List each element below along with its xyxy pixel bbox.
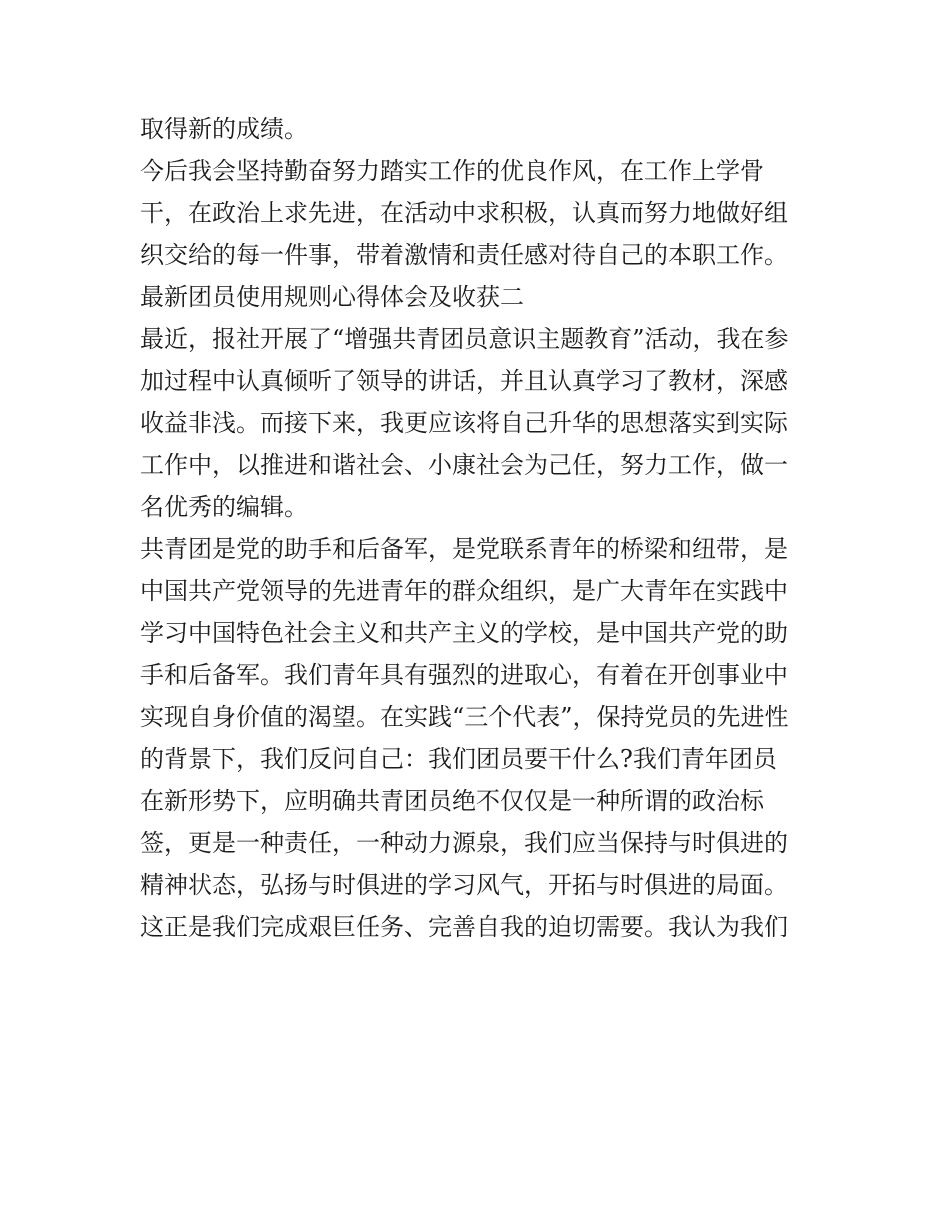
text-line: 的背景下，我们反问自己：我们团员要干什么?我们青年团员: [140, 745, 777, 773]
text-line: 共青团是党的助手和后备军，是党联系青年的桥梁和纽带，是: [140, 535, 788, 563]
text-line: 名优秀的编辑。: [140, 493, 308, 521]
text-line: 织交给的每一件事，带着激情和责任感对待自己的本职工作。: [140, 241, 788, 269]
text-line: 取得新的成绩。: [140, 115, 308, 143]
text-line: 签，更是一种责任，一种动力源泉，我们应当保持与时俱进的: [140, 829, 788, 857]
text-line: 学习中国特色社会主义和共产主义的学校，是中国共产党的助: [140, 619, 788, 647]
text-line: 实现自身价值的渴望。在实践“三个代表”，保持党员的先进性: [140, 703, 789, 731]
section-heading: 最新团员使用规则心得体会及收获二: [140, 283, 524, 311]
text-line: 最近，报社开展了“增强共青团员意识主题教育”活动，我在参: [140, 325, 789, 353]
text-line: 精神状态，弘扬与时俱进的学习风气，开拓与时俱进的局面。: [140, 871, 788, 899]
text-line: 中国共产党领导的先进青年的群众组织，是广大青年在实践中: [140, 577, 788, 605]
text-line: 手和后备军。我们青年具有强烈的进取心，有着在开创事业中: [140, 661, 788, 689]
text-line: 这正是我们完成艰巨任务、完善自我的迫切需要。我认为我们: [140, 913, 788, 941]
text-line: 工作中，以推进和谐社会、小康社会为己任，努力工作，做一: [140, 451, 788, 479]
text-line: 干，在政治上求先进，在活动中求积极，认真而努力地做好组: [140, 199, 788, 227]
text-line: 加过程中认真倾听了领导的讲话，并且认真学习了教材，深感: [140, 367, 788, 395]
text-line: 在新形势下，应明确共青团员绝不仅仅是一种所谓的政治标: [140, 787, 764, 815]
document-body: [140, 108, 820, 948]
text-line: 今后我会坚持勤奋努力踏实工作的优良作风，在工作上学骨: [140, 157, 764, 185]
text-line: 收益非浅。而接下来，我更应该将自己升华的思想落实到实际: [140, 409, 788, 437]
